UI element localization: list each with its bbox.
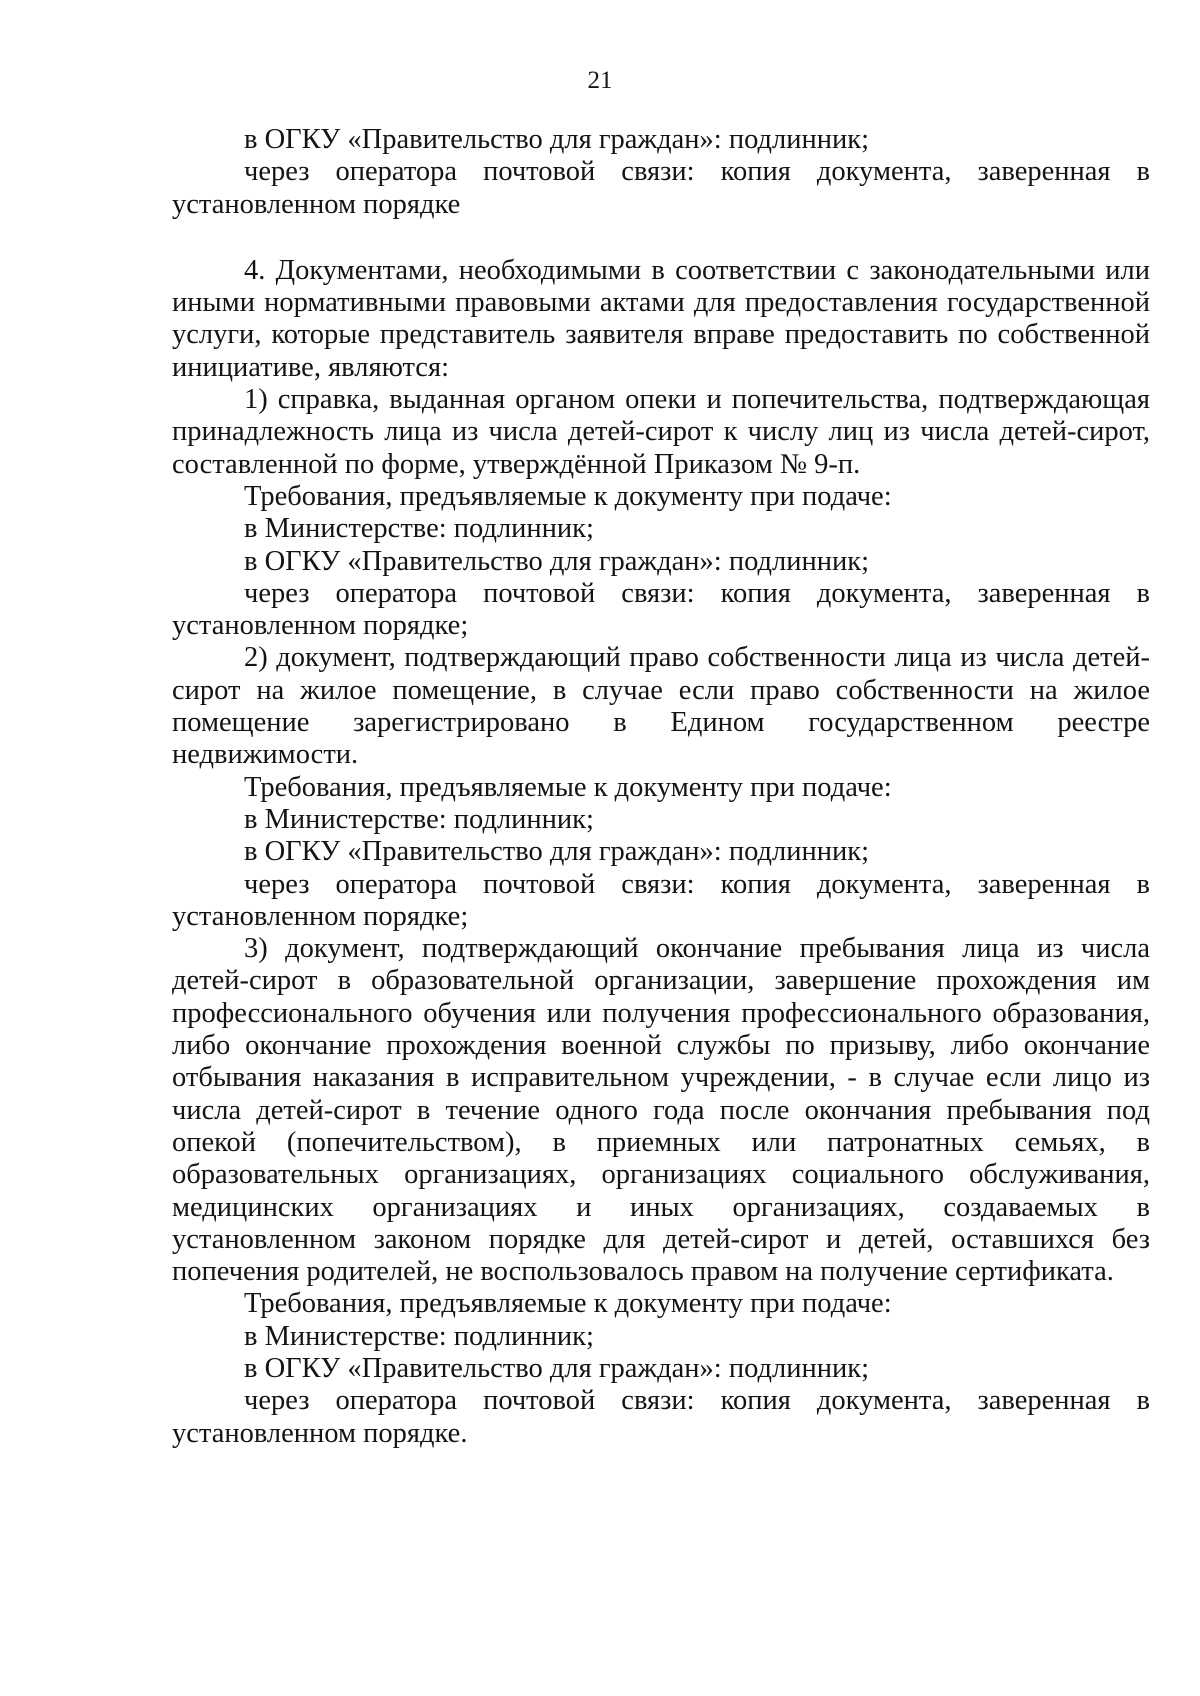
paragraph: через оператора почтовой связи: копия документа, заверенная в установленном порядке; <box>172 868 1150 932</box>
list-item-3: 3) документ, подтверждающий окончание пребывания лица из числа детей-сирот в образовательной организации, завершение прохождения им профессионального обучения или получения профессионального образования, либо окончание прохождения военной службы по призыву, либо окончание отбывания наказания в исправительном учреждении, - в случае если лицо из числа детей-сирот в течение одного года после окончания пребывания под опекой (попечительством), в приемных или патронатных семьях, в образовательных организациях, организациях социального обслуживания, медицинских организациях и иных организациях, создаваемых в установленном законом порядке для детей-сирот и детей, оставшихся без попечения родителей, не воспользовалось правом на получение сертификата. <box>172 933 1150 1288</box>
section-4-paragraph: 4. Документами, необходимыми в соответствии с законодательными или иными нормативными правовыми актами для предоставления государственной услуги, которые представитель заявителя вправе предоставить по собственной инициативе, являются: <box>172 254 1150 383</box>
page-number: 21 <box>587 67 613 94</box>
paragraph: в ОГКУ «Правительство для граждан»: подлинник; <box>244 545 869 577</box>
paragraph: в ОГКУ «Правительство для граждан»: подлинник; <box>244 836 869 868</box>
paragraph: Требования, предъявляемые к документу при подаче: <box>244 771 892 803</box>
paragraph: через оператора почтовой связи: копия документа, заверенная в установленном порядке. <box>172 1385 1150 1449</box>
paragraph: через оператора почтовой связи: копия документа, заверенная в установленном порядке; <box>172 577 1150 642</box>
paragraph: в Министерстве: подлинник; <box>244 513 594 545</box>
paragraph: Требования, предъявляемые к документу при подаче: <box>244 480 892 512</box>
paragraph: в Министерстве: подлинник; <box>244 1320 594 1352</box>
paragraph: в ОГКУ «Правительство для граждан»: подлинник; <box>244 1352 869 1384</box>
paragraph: через оператора почтовой связи: копия документа, заверенная в установленном порядке <box>172 156 1150 220</box>
list-item-2: 2) документ, подтверждающий право собственности лица из числа детей-сирот на жилое помещение, в случае если право собственности на жилое помещение зарегистрировано в Едином государственном реестре недвижимости. <box>172 642 1150 771</box>
paragraph: в Министерстве: подлинник; <box>244 803 594 835</box>
paragraph: в ОГКУ «Правительство для граждан»: подлинник; <box>244 124 869 155</box>
paragraph: Требования, предъявляемые к документу при подаче: <box>244 1288 892 1320</box>
document-body <box>172 124 1150 1450</box>
list-item-1: 1) справка, выданная органом опеки и попечительства, подтверждающая принадлежность лица из числа детей-сирот к числу лиц из числа детей-сирот, составленной по форме, утверждённой Приказом № 9-п. <box>172 384 1150 480</box>
